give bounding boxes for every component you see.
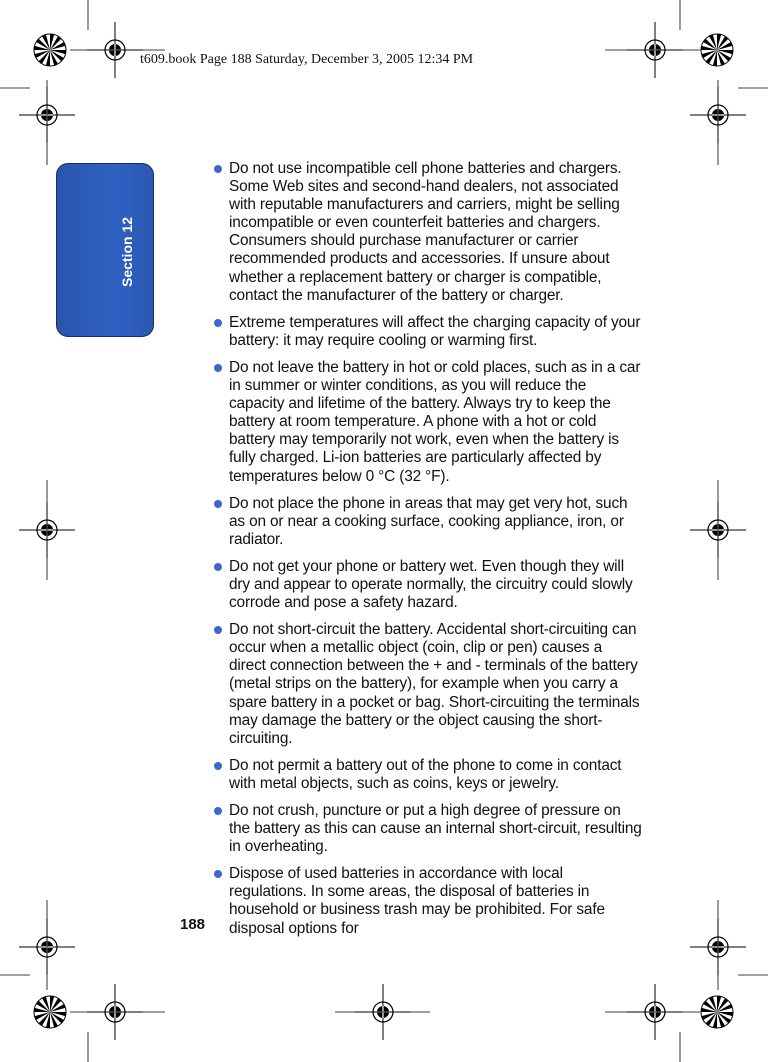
list-item (212, 558, 642, 612)
list-item (212, 757, 642, 793)
list-item (212, 865, 642, 937)
bullet-icon (214, 762, 222, 770)
list-item (212, 621, 642, 748)
list-item (212, 314, 642, 350)
bullet-text: Do not permit a battery out of the phone to come in contact with metal objects, such as coins, keys or jewelry. (229, 756, 622, 792)
bullet-text: Do not get your phone or battery wet. Even though they will dry and appear to operate normally, the circuitry could slowly corrode and pose a safety hazard. (229, 557, 633, 612)
bullet-text: Extreme temperatures will affect the charging capacity of your battery: it may require cooling or warming first. (229, 313, 641, 349)
bullet-icon (214, 870, 222, 878)
bullet-text: Do not use incompatible cell phone batteries and chargers. Some Web sites and second-hand dealers, not associated with reputable manufacturers and carriers, might be selling incompatible or even counterfeit batteries and chargers. Consumers should purchase manufacturer or carrier recommended products and accessories. If unsure about whether a replacement battery or charger is compatible, contact the manufacturer of the battery or charger. (229, 160, 622, 304)
page-number: 188 (180, 916, 206, 933)
bullet-icon (214, 319, 222, 327)
bullet-icon (214, 626, 222, 634)
bullet-icon (214, 165, 222, 173)
section-tab-label: Section 12 (119, 216, 135, 288)
section-tab (56, 163, 154, 337)
list-item (212, 359, 642, 486)
list-item (212, 160, 642, 305)
bullet-icon (214, 807, 222, 815)
list-item (212, 495, 642, 549)
bullet-text: Do not short-circuit the battery. Accidental short-circuiting can occur when a metallic object (coin, clip or pen) causes a direct connection between the + and - terminals of the battery (metal strips on the battery), for example when you carry a spare battery in a pocket or bag. Short-circuiting the terminals may damage the battery or the object causing the short-circuiting. (229, 621, 640, 747)
bullet-text: Do not leave the battery in hot or cold places, such as in a car in summer or winter conditions, as you will reduce the capacity and lifetime of the battery. Always try to keep the battery at room temperature. A phone with a hot or cold battery may temporarily not work, even when the battery is fully charged. Li-ion batteries are particularly affected by temperatures below 0 °C (32 °F). (229, 358, 641, 485)
safety-bullet-list (212, 160, 642, 947)
bullet-text: Dispose of used batteries in accordance with local regulations. In some areas, the disposal of batteries in household or business trash may be prohibited. For safe disposal options for (229, 865, 605, 937)
print-info-header: t609.book Page 188 Saturday, December 3, 2005 12:34 PM (140, 52, 474, 67)
bullet-text: Do not crush, puncture or put a high degree of pressure on the battery as this can cause an internal short-circuit, resulting in overheating. (229, 802, 642, 856)
bullet-icon (214, 500, 222, 508)
bullet-icon (214, 364, 222, 372)
bullet-text: Do not place the phone in areas that may get very hot, such as on or near a cooking surface, cooking appliance, iron, or radiator. (229, 494, 628, 548)
bullet-icon (214, 563, 222, 571)
list-item (212, 802, 642, 856)
